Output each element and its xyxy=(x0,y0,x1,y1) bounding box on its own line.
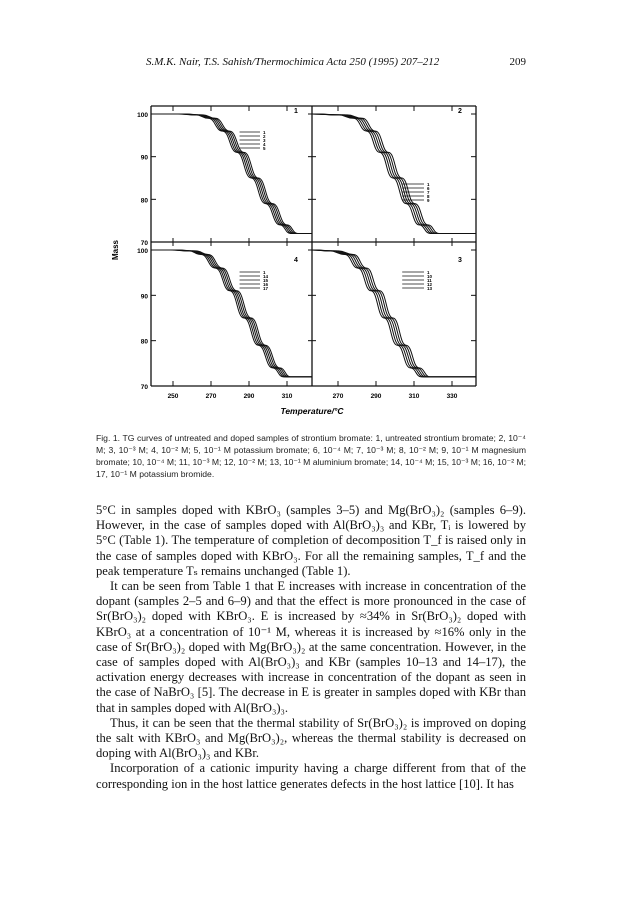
x-tick-label: 290 xyxy=(370,393,382,400)
legend-label: 16 xyxy=(263,282,269,287)
y-tick-label: 80 xyxy=(140,197,148,205)
tg-curve-7 xyxy=(312,114,476,234)
running-header-citation: S.M.K. Nair, T.S. Sahish/Thermochimica Acta 250 (1995) 207–212 xyxy=(146,56,440,68)
legend-label: 11 xyxy=(427,278,432,283)
y-tick-label: 90 xyxy=(140,154,148,162)
x-tick-label: 270 xyxy=(205,393,217,400)
legend-label: 10 xyxy=(427,274,433,279)
panel-number: 2 xyxy=(458,108,462,115)
axis-ticks xyxy=(137,106,476,400)
legend-label: 8 xyxy=(427,194,430,199)
tg-curve-13 xyxy=(312,250,476,377)
legend-label: 3 xyxy=(263,138,266,143)
legend-label: 9 xyxy=(427,198,430,203)
body-text xyxy=(96,503,526,792)
legend-label: 1 xyxy=(427,182,430,187)
legend-label: 1 xyxy=(427,270,430,275)
legend-label: 1 xyxy=(263,130,266,135)
legend-label: 6 xyxy=(427,186,430,191)
legend-label: 4 xyxy=(263,142,266,147)
legend-label: 12 xyxy=(427,282,433,287)
x-axis-label: Temperature/°C xyxy=(280,406,344,416)
panel-number: 3 xyxy=(458,257,462,264)
x-tick-label: 310 xyxy=(408,393,420,400)
y-tick-label: 70 xyxy=(140,384,148,391)
tg-curves xyxy=(151,114,476,377)
y-tick-label: 80 xyxy=(140,338,148,346)
x-tick-label: 250 xyxy=(167,393,179,400)
paragraph: It can be seen from Table 1 that E increases with increase in concentration of the dopant (samples 2–5 and 6–9) and that the effect is more pronounced in the case of Sr(BrO₃)₂ doped with KBrO₃. E is increased by ≈34% in Sr(BrO₃)₂ doped with KBrO₃ at a concentration of 10⁻¹ M, whereas it is increased by ≈16% only in the case of Sr(BrO₃)₂ doped with Mg(BrO₃)₂ at the same concentration. However, in the case of samples doped with Al(BrO₃)₃ and KBr (samples 10–13 and 14–17), the activation energy decreases with increase in concentration of the dopant as seen in the case of NaBrO₃ [5]. The decrease in E is greater in samples doped with KBr than that in samples doped with Al(BrO₃)₃. xyxy=(96,579,526,715)
paragraph: Thus, it can be seen that the thermal stability of Sr(BrO₃)₂ is improved on doping the salt with KBrO₃ and Mg(BrO₃)₂, whereas the thermal stability is decreased on doping with Al(BrO₃)₃ and KBr. xyxy=(96,715,526,761)
page-number: 209 xyxy=(509,56,526,68)
panel-number: 1 xyxy=(294,108,298,115)
y-tick-label: 70 xyxy=(140,240,148,247)
figure-caption: Fig. 1. TG curves of untreated and doped samples of strontium bromate: 1, untreated strontium bromate; 2, 10⁻⁴ M; 3, 10⁻³ M; 4, 10⁻² M; 5, 10⁻¹ M potassium bromate; 6, 10⁻⁴ M; 7, 10⁻³ M; 8, 10⁻² M; 9, 10⁻¹ M magnesium bromate; 10, 10⁻⁴ M; 11, 10⁻³ M; 12, 10⁻² M; 13, 10⁻¹ M aluminium bromate; 14, 10⁻⁴ M; 15, 10⁻³ M; 16, 10⁻² M; 17, 10⁻¹ M potassium bromide. xyxy=(96,433,526,479)
legend-label: 14 xyxy=(263,274,269,279)
legend-label: 2 xyxy=(263,134,266,139)
tg-curve-12 xyxy=(312,250,476,377)
panel-frames xyxy=(151,106,476,386)
x-tick-label: 310 xyxy=(281,393,293,400)
x-tick-label: 290 xyxy=(243,393,255,400)
legend-label: 17 xyxy=(263,286,269,291)
paragraph: 5°C in samples doped with KBrO₃ (samples 3–5) and Mg(BrO₃)₂ (samples 6–9). However, in the case of samples doped with Al(BrO₃)₃ and KBr, Tᵢ is lowered by 5°C (Table 1). The temperature of completion of decomposition T_f is raised only in the case of samples doped with KBrO₃. For all the remaining samples, T_f and the peak temperature Tₛ remains unchanged (Table 1). xyxy=(96,503,526,578)
tg-curve-5 xyxy=(151,114,312,234)
legend-label: 1 xyxy=(263,270,266,275)
y-tick-label: 100 xyxy=(137,112,148,119)
legend-label: 5 xyxy=(263,146,266,151)
x-tick-label: 330 xyxy=(446,393,458,400)
y-tick-label: 100 xyxy=(137,248,148,255)
x-tick-label: 270 xyxy=(332,393,344,400)
tg-curve-1 xyxy=(312,250,476,377)
tg-curve-1 xyxy=(151,250,312,377)
panel-number: 4 xyxy=(294,257,298,264)
tg-curve-17 xyxy=(151,250,312,377)
tg-curve-10 xyxy=(312,250,476,377)
legend-label: 15 xyxy=(263,278,269,283)
panel-legends xyxy=(240,108,462,291)
tg-curve-15 xyxy=(151,250,312,377)
y-axis-label: Mass xyxy=(111,239,120,261)
tg-curves-figure xyxy=(0,0,624,430)
legend-label: 7 xyxy=(427,190,430,195)
y-tick-label: 90 xyxy=(140,293,148,301)
legend-label: 13 xyxy=(427,286,433,291)
tg-curve-14 xyxy=(151,250,312,377)
tg-curve-11 xyxy=(312,250,476,377)
paragraph: Incorporation of a cationic impurity having a charge different from that of the corresponding ion in the host lattice generates defects in the host lattice [10]. It has xyxy=(96,761,526,791)
tg-curve-16 xyxy=(151,250,312,377)
